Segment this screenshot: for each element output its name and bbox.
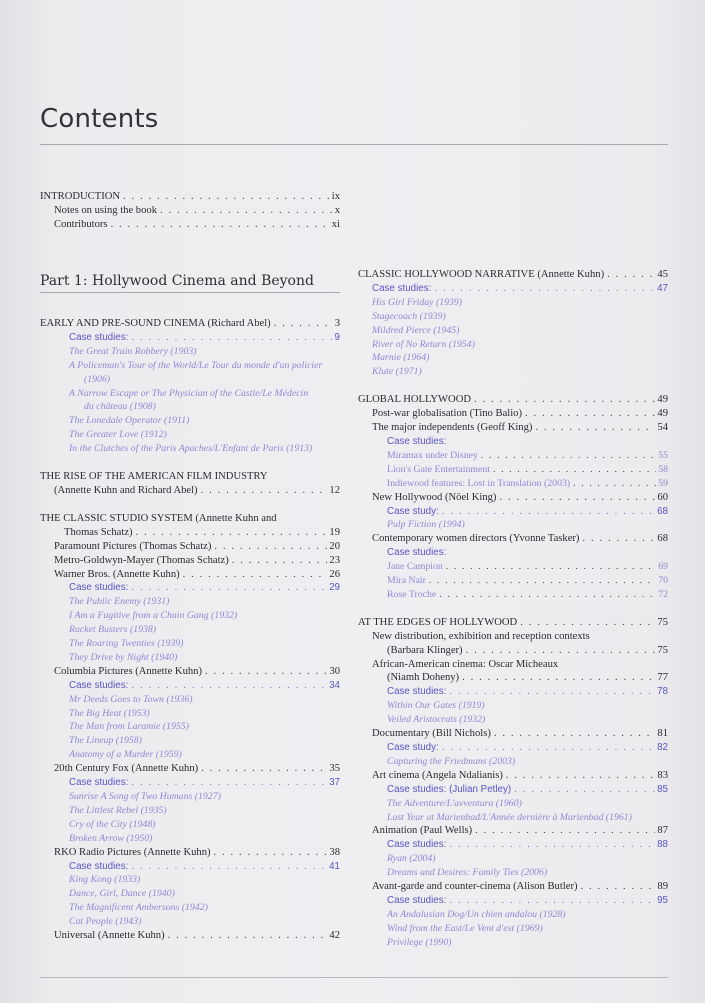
case-item[interactable] xyxy=(358,463,668,477)
film-entry[interactable]: The Big Heat (1953) xyxy=(69,707,150,719)
case-item-page: 59 xyxy=(658,477,668,489)
entry-title: Metro-Goldwyn-Mayer (Thomas Schatz) xyxy=(54,554,229,566)
film-entry[interactable]: Broken Arrow (1950) xyxy=(69,832,153,844)
film-entry[interactable]: Anatomy of a Murder (1959) xyxy=(69,749,182,761)
film-entry[interactable]: The Adventure/L'avventura (1960) xyxy=(387,797,522,809)
case-label: Case studies: xyxy=(387,547,447,559)
toc-entry-paramount[interactable] xyxy=(40,540,340,554)
case-item-title: Lion's Gate Entertainment xyxy=(387,463,490,475)
film-entry[interactable]: Klute (1971) xyxy=(372,366,422,378)
entry-title: Animation (Paul Wells) xyxy=(372,825,473,837)
dot-leader xyxy=(111,218,330,232)
film-entry[interactable]: The Roaring Twenties (1939) xyxy=(69,638,184,650)
case-item-page: 70 xyxy=(658,575,668,587)
film-entry[interactable]: Privilege (1990) xyxy=(387,936,452,948)
case-label: Case studies: xyxy=(387,894,447,906)
dot-leader xyxy=(214,540,327,554)
dot-leader xyxy=(535,421,655,435)
toc-entry-rise-line1[interactable] xyxy=(40,470,340,484)
case-item-title: Mira Nair xyxy=(387,575,426,587)
entry-title: THE RISE OF THE AMERICAN FILM INDUSTRY xyxy=(40,471,268,483)
film-entry[interactable]: Veiled Aristocrats (1932) xyxy=(387,714,486,726)
case-studies-heading[interactable] xyxy=(40,679,340,693)
entry-title: Warner Bros. (Annette Kuhn) xyxy=(54,568,180,580)
case-page: 9 xyxy=(334,331,340,343)
entry-title: (Barbara Klinger) xyxy=(387,644,463,656)
case-page: 85 xyxy=(657,783,668,795)
dot-leader xyxy=(214,846,328,860)
entry-page: 42 xyxy=(329,930,340,942)
toc-entry-avant-garde[interactable] xyxy=(358,880,668,894)
dot-leader xyxy=(274,317,333,331)
film-entry[interactable]: The Littlest Rebel (1935) xyxy=(69,804,167,816)
dot-leader xyxy=(525,407,655,421)
dot-leader xyxy=(429,574,656,588)
case-label: Case studies: xyxy=(69,331,129,343)
entry-page: 89 xyxy=(657,881,668,893)
dot-leader xyxy=(131,679,327,693)
dot-leader xyxy=(573,477,656,491)
case-studies-heading[interactable] xyxy=(358,838,668,852)
toc-entry-rise[interactable] xyxy=(40,484,340,498)
film-entry[interactable]: In the Clutches of the Paris Apaches/L'Enfant de Paris (1913) xyxy=(69,443,313,455)
entry-title: Art cinema (Angela Ndalianis) xyxy=(372,769,503,781)
entry-page: 54 xyxy=(657,422,668,434)
dot-leader xyxy=(205,665,327,679)
toc-entry-fox[interactable] xyxy=(40,762,340,776)
film-entry[interactable]: The Man from Laramie (1955) xyxy=(69,721,189,733)
dot-leader xyxy=(131,776,327,790)
film-entry[interactable]: Racket Busters (1938) xyxy=(69,624,157,636)
case-label: Case studies: (Julian Petley) xyxy=(387,783,512,795)
case-item[interactable] xyxy=(358,574,668,588)
case-item-title: Indiewood features: Lost in Translation (2003) xyxy=(387,477,571,489)
case-item-title: Miramax under Disney xyxy=(387,449,478,461)
dot-leader xyxy=(607,268,655,282)
case-label: Case studies: xyxy=(69,777,129,789)
entry-title: Thomas Schatz) xyxy=(64,526,133,538)
dot-leader xyxy=(449,685,655,699)
dot-leader xyxy=(201,762,327,776)
case-page: 95 xyxy=(657,894,668,906)
film-entry[interactable]: Pulp Fiction (1994) xyxy=(387,519,465,531)
dot-leader xyxy=(581,880,656,894)
entry-page: 60 xyxy=(657,491,668,503)
dot-leader xyxy=(446,560,656,574)
dot-leader xyxy=(131,331,332,345)
entry-page: 23 xyxy=(329,554,340,566)
toc-entry-contributors[interactable] xyxy=(40,218,340,232)
toc-entry-women-directors[interactable] xyxy=(358,532,668,546)
case-item[interactable] xyxy=(358,588,668,602)
case-item-page: 58 xyxy=(658,463,668,475)
film-entry[interactable]: Within Our Gates (1919) xyxy=(387,700,485,712)
toc-entry-rko[interactable] xyxy=(40,846,340,860)
entry-page: 3 xyxy=(334,318,340,329)
entry-title: (Annette Kuhn and Richard Abel) xyxy=(54,484,198,496)
dot-leader xyxy=(499,491,655,505)
case-item[interactable] xyxy=(358,477,668,491)
case-label: Case studies: xyxy=(69,679,129,691)
case-studies-heading[interactable] xyxy=(40,581,340,595)
film-entry[interactable]: King Kong (1933) xyxy=(69,874,141,886)
toc-entry-postwar[interactable] xyxy=(358,407,668,421)
dot-leader xyxy=(462,671,655,685)
case-studies-heading[interactable] xyxy=(40,331,340,345)
toc-entry-mgm[interactable] xyxy=(40,554,340,568)
case-page: 41 xyxy=(329,860,340,872)
entry-page: 49 xyxy=(657,408,668,420)
case-study-heading[interactable] xyxy=(358,505,668,519)
dot-leader xyxy=(514,783,655,797)
case-studies-heading[interactable] xyxy=(358,783,668,797)
entry-page: 20 xyxy=(329,540,340,552)
entry-page: xi xyxy=(331,218,340,230)
dot-leader xyxy=(442,741,655,755)
entry-page: 75 xyxy=(657,644,668,656)
toc-entry-introduction[interactable] xyxy=(40,190,340,204)
film-entry[interactable]: An Andalusian Dog/Un chien andalou (1928) xyxy=(387,908,566,920)
entry-title: THE CLASSIC STUDIO SYSTEM (Annette Kuhn and xyxy=(40,512,277,524)
case-label: Case studies: xyxy=(387,435,447,447)
film-entry[interactable]: The Lonedale Operator (1911) xyxy=(69,415,190,427)
toc-entry-notes[interactable] xyxy=(40,204,340,218)
entry-title: AT THE EDGES OF HOLLYWOOD xyxy=(358,616,518,628)
film-entry[interactable]: They Drive by Night (1940) xyxy=(69,651,178,663)
toc-entry-universal[interactable] xyxy=(40,929,340,943)
dot-leader xyxy=(475,824,655,838)
toc-entry-newdist[interactable] xyxy=(358,644,668,658)
dot-leader xyxy=(520,616,655,630)
entry-page: 81 xyxy=(657,728,668,740)
entry-title: Columbia Pictures (Annette Kuhn) xyxy=(54,665,202,677)
toc-entry-early-cinema[interactable] xyxy=(40,317,340,331)
case-studies-heading[interactable] xyxy=(358,282,668,296)
entry-page: 68 xyxy=(657,533,668,545)
entry-title: EARLY AND PRE-SOUND CINEMA (Richard Abel) xyxy=(40,318,271,329)
entry-page: 77 xyxy=(657,672,668,684)
dot-leader xyxy=(136,526,328,540)
dot-leader xyxy=(160,204,333,218)
case-item-title: Rose Troche xyxy=(387,588,437,600)
film-entry[interactable]: A Policeman's Tour of the World/Le Tour du monde d'un policier xyxy=(69,359,323,371)
film-entry[interactable]: Last Year at Marienbad/L'Année dernière à Marienbad (1961) xyxy=(387,811,632,823)
film-entry[interactable]: Cry of the City (1948) xyxy=(69,818,156,830)
film-entry[interactable]: (1906) xyxy=(84,373,111,385)
case-studies-heading[interactable] xyxy=(358,435,668,449)
case-page: 29 xyxy=(329,582,340,594)
case-studies-heading[interactable] xyxy=(358,546,668,560)
dot-leader xyxy=(183,568,328,582)
entry-title: 20th Century Fox (Annette Kuhn) xyxy=(54,763,199,775)
toc-entry-warner[interactable] xyxy=(40,568,340,582)
dot-leader xyxy=(493,463,656,477)
case-label: Case study: xyxy=(387,505,439,517)
dot-leader xyxy=(439,588,656,602)
case-label: Case studies: xyxy=(387,839,447,851)
footer-rule xyxy=(40,977,668,978)
case-item-title: Jane Campion xyxy=(387,561,443,573)
dot-leader xyxy=(434,282,655,296)
entry-title: RKO Radio Pictures (Annette Kuhn) xyxy=(54,846,211,858)
entry-page: 30 xyxy=(329,665,340,677)
case-label: Case studies: xyxy=(69,860,129,872)
entry-title: New Hollywood (Nöel King) xyxy=(372,491,497,503)
case-studies-heading[interactable] xyxy=(40,860,340,874)
entry-title: Post-war globalisation (Tino Balio) xyxy=(372,408,522,420)
toc-entry-edges[interactable] xyxy=(358,616,668,630)
entry-title: Notes on using the book xyxy=(54,204,157,216)
toc-entry-narrative[interactable] xyxy=(358,268,668,282)
toc-entry-studio-line1[interactable] xyxy=(40,512,340,526)
dot-leader xyxy=(442,505,655,519)
dot-leader xyxy=(123,190,330,204)
entry-page: 87 xyxy=(657,825,668,837)
toc-entry-studio[interactable] xyxy=(40,526,340,540)
toc-entry-global[interactable] xyxy=(358,393,668,407)
case-item-page: 69 xyxy=(658,561,668,573)
case-page: 68 xyxy=(657,505,668,517)
film-entry[interactable]: Ryan (2004) xyxy=(387,853,436,865)
entry-title: Universal (Annette Kuhn) xyxy=(54,930,165,942)
dot-leader xyxy=(168,929,328,943)
entry-page: x xyxy=(334,204,340,216)
case-studies-heading[interactable] xyxy=(40,776,340,790)
entry-page: 12 xyxy=(329,484,340,496)
case-page: 34 xyxy=(329,679,340,691)
entry-page: 75 xyxy=(657,616,668,628)
toc-entry-columbia[interactable] xyxy=(40,665,340,679)
part-heading: Part 1: Hollywood Cinema and Beyond xyxy=(40,273,314,289)
dot-leader xyxy=(449,894,655,908)
dot-leader xyxy=(506,769,656,783)
toc-right-column xyxy=(358,268,668,950)
toc-entry-animation[interactable] xyxy=(358,824,668,838)
front-matter-list xyxy=(40,190,340,232)
entry-title: Contemporary women directors (Yvonne Tasker) xyxy=(372,533,580,545)
case-study-heading[interactable] xyxy=(358,741,668,755)
entry-title: Paramount Pictures (Thomas Schatz) xyxy=(54,540,212,552)
case-page: 47 xyxy=(657,282,668,294)
film-entry[interactable]: The Magnificent Ambersons (1942) xyxy=(69,902,208,914)
case-item[interactable] xyxy=(358,449,668,463)
entry-title: The major independents (Geoff King) xyxy=(372,422,533,434)
dot-leader xyxy=(481,449,656,463)
film-entry[interactable]: Dreams and Desires: Family Ties (2006) xyxy=(387,867,548,879)
dot-leader xyxy=(466,644,656,658)
entry-title: CLASSIC HOLLYWOOD NARRATIVE (Annette Kuhn) xyxy=(358,269,605,280)
entry-title: Avant-garde and counter-cinema (Alison Butler) xyxy=(372,881,578,893)
dot-leader xyxy=(131,860,327,874)
toc-left-column xyxy=(40,268,340,943)
entry-title: (Niamh Doheny) xyxy=(387,672,460,684)
dot-leader xyxy=(494,727,656,741)
entry-page: 35 xyxy=(329,763,340,775)
title-rule xyxy=(40,144,668,145)
case-item-page: 55 xyxy=(658,449,668,461)
case-page: 88 xyxy=(657,839,668,851)
part-rule xyxy=(40,292,340,293)
toc-entry-newdist-line1[interactable] xyxy=(358,630,668,644)
case-page: 37 xyxy=(329,777,340,789)
case-page: 78 xyxy=(657,686,668,698)
entry-page: 45 xyxy=(657,269,668,280)
film-entry[interactable]: Cat People (1943) xyxy=(69,916,142,928)
film-entry[interactable]: I Am a Fugitive from a Chain Gang (1932) xyxy=(69,610,238,622)
film-entry[interactable]: River of No Return (1954) xyxy=(372,338,475,350)
entry-page: 26 xyxy=(329,568,340,580)
toc-entry-african-line1[interactable] xyxy=(358,658,668,672)
case-label: Case studies: xyxy=(69,582,129,594)
entry-title: INTRODUCTION xyxy=(40,191,121,202)
film-entry[interactable]: The Great Train Robbery (1903) xyxy=(69,345,197,357)
case-page: 82 xyxy=(657,742,668,753)
film-entry[interactable]: Wind from the East/Le Vent d'est (1969) xyxy=(387,922,543,934)
entry-title: GLOBAL HOLLYWOOD xyxy=(358,394,471,406)
dot-leader xyxy=(474,393,655,407)
dot-leader xyxy=(449,838,655,852)
toc-entry-documentary[interactable] xyxy=(358,727,668,741)
case-item[interactable] xyxy=(358,560,668,574)
film-entry[interactable]: Stagecoach (1939) xyxy=(372,310,446,322)
entry-title: New distribution, exhibition and reception contexts xyxy=(372,630,590,642)
page-title: Contents xyxy=(40,104,159,134)
entry-title: African-American cinema: Oscar Micheaux xyxy=(372,658,559,670)
dot-leader xyxy=(232,554,328,568)
film-entry[interactable]: The Lineup (1958) xyxy=(69,735,142,747)
entry-page: 49 xyxy=(657,394,668,406)
entry-page: 38 xyxy=(329,846,340,858)
case-studies-heading[interactable] xyxy=(358,685,668,699)
case-studies-heading[interactable] xyxy=(358,894,668,908)
film-entry[interactable]: The Public Enemy (1931) xyxy=(69,596,170,608)
toc-entry-majors[interactable] xyxy=(358,421,668,435)
dot-leader xyxy=(582,532,655,546)
toc-entry-new-hollywood[interactable] xyxy=(358,491,668,505)
entry-page: 83 xyxy=(657,769,668,781)
film-entry[interactable]: A Narrow Escape or The Physician of the Castle/Le Médecin xyxy=(69,387,309,399)
entry-page: ix xyxy=(331,191,340,202)
film-entry[interactable]: The Greater Love (1912) xyxy=(69,429,167,441)
case-label: Case study: xyxy=(387,742,439,753)
film-entry[interactable]: His Girl Friday (1939) xyxy=(372,296,463,308)
film-entry[interactable]: Mildred Pierce (1945) xyxy=(372,324,460,336)
toc-entry-art-cinema[interactable] xyxy=(358,769,668,783)
film-entry[interactable]: Dance, Girl, Dance (1940) xyxy=(69,888,175,900)
dot-leader xyxy=(201,484,328,498)
entry-title: Documentary (Bill Nichols) xyxy=(372,728,491,740)
film-entry[interactable]: Marnie (1964) xyxy=(372,352,430,364)
toc-entry-african[interactable] xyxy=(358,671,668,685)
film-entry[interactable]: du château (1908) xyxy=(84,401,156,413)
case-label: Case studies: xyxy=(372,282,432,294)
entry-page: 19 xyxy=(329,526,340,538)
film-entry[interactable]: Capturing the Friedmans (2003) xyxy=(387,755,516,767)
film-entry[interactable]: Sunrise A Song of Two Humans (1927) xyxy=(69,791,221,802)
entry-title: Contributors xyxy=(54,218,108,230)
case-label: Case studies: xyxy=(387,686,447,698)
film-entry[interactable]: Mr Deeds Goes to Town (1936) xyxy=(69,693,193,705)
dot-leader xyxy=(131,581,327,595)
case-item-page: 72 xyxy=(658,588,668,600)
